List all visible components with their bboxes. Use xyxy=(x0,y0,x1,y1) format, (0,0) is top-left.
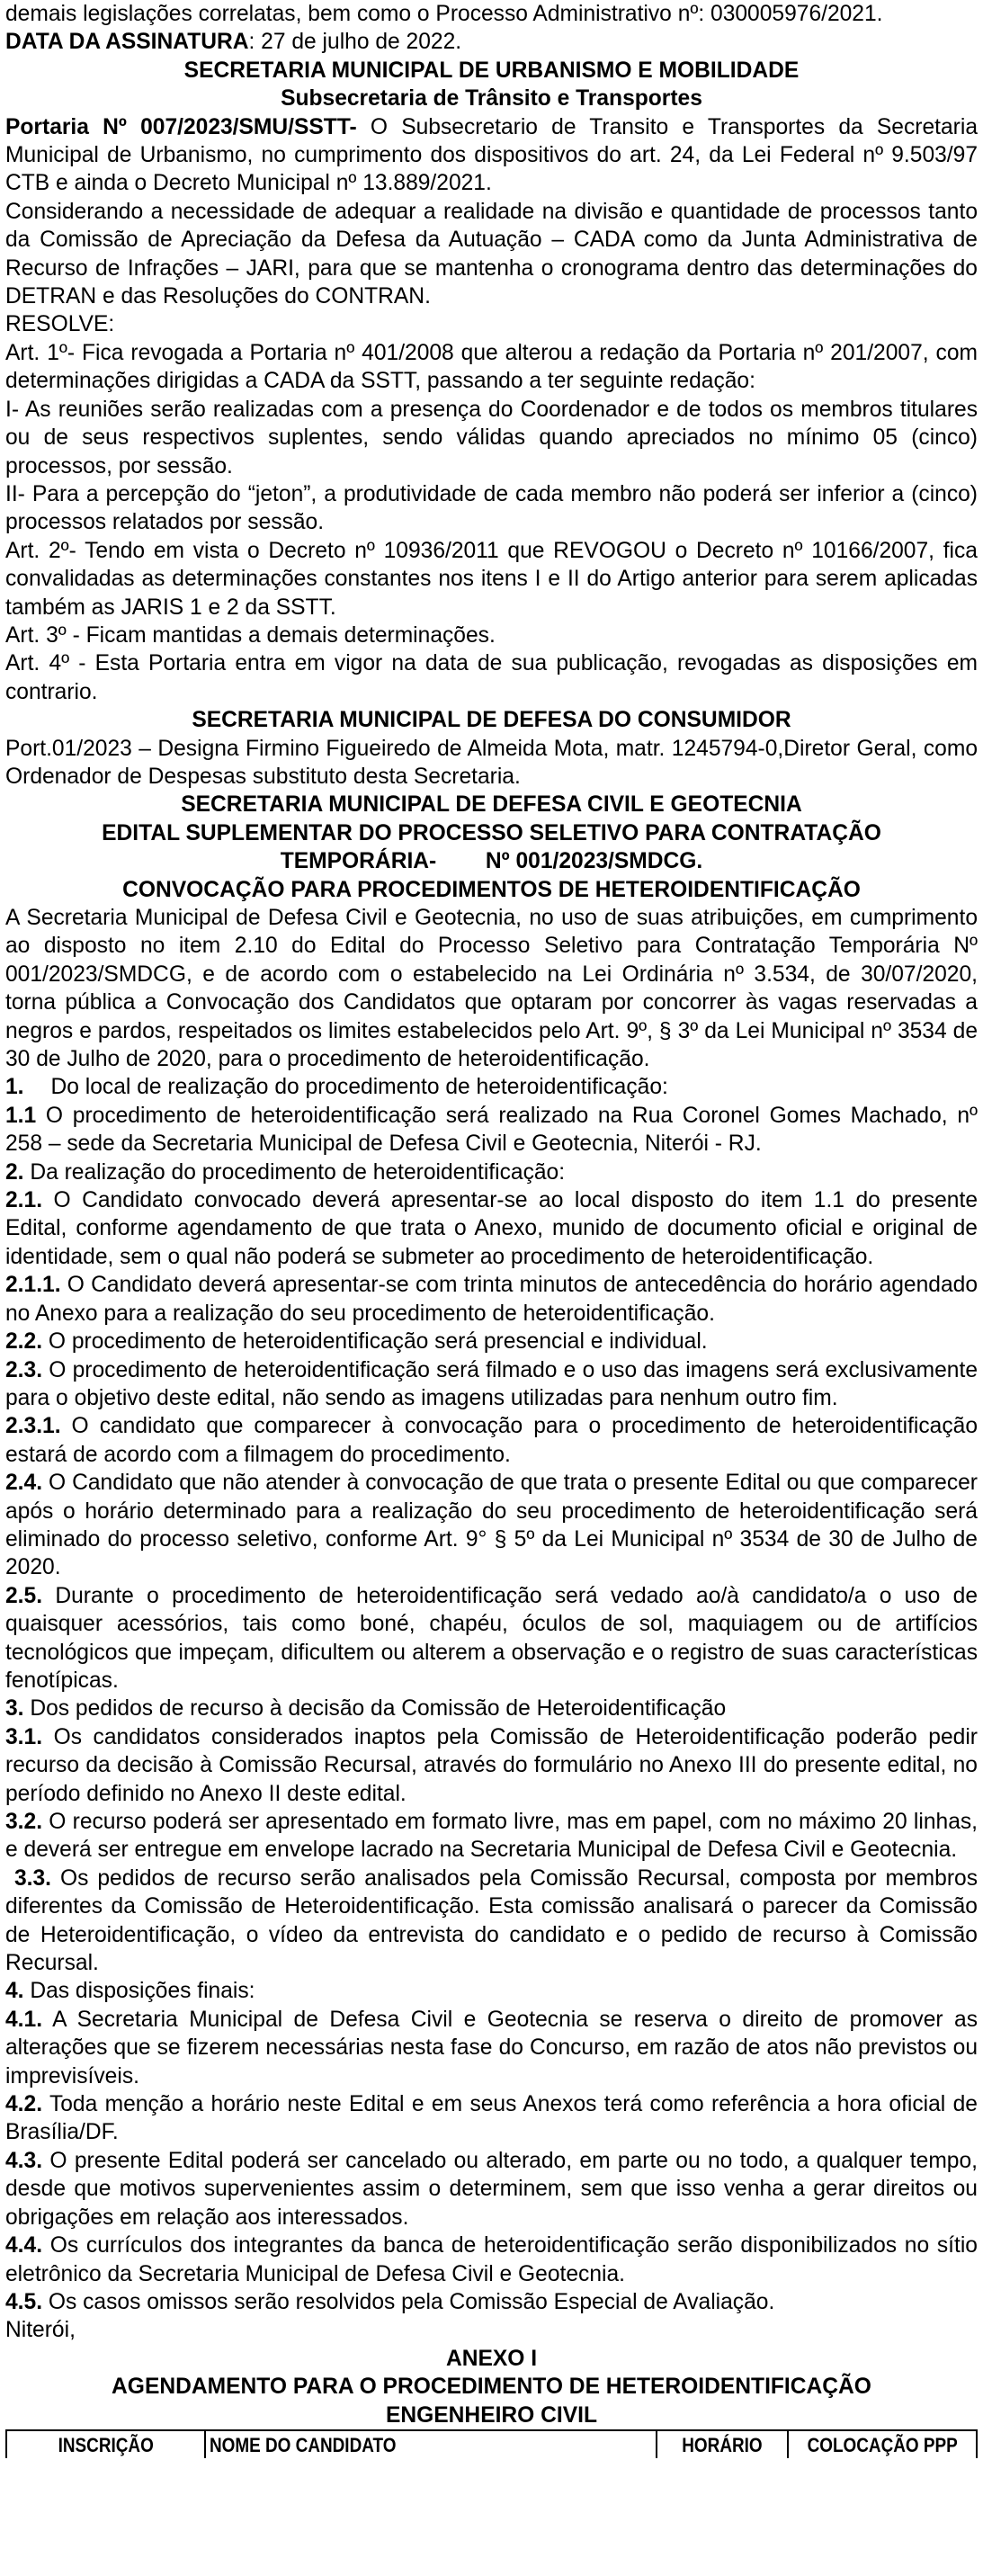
section-1-1-text: O procedimento de heteroidentificação será realizado na Rua Coronel Gomes Machado, nº 258 – sede da Secretaria Municipal de Defesa Civil e Geotecnia, Niterói - RJ. xyxy=(5,1103,978,1157)
paragraph-portaria-007 xyxy=(5,113,978,198)
annex-subtitle: AGENDAMENTO PARA O PROCEDIMENTO DE HETEROIDENTIFICAÇÃO xyxy=(112,2375,871,2400)
section-3-1 xyxy=(5,1723,978,1808)
section-2-number: 2. xyxy=(5,1159,24,1185)
section-1 xyxy=(5,1073,978,1101)
section-2-5-text: Durante o procedimento de heteroidentificação será vedado ao/à candidato/a o uso de quaisquer acessórios, tais como boné, chapéu, óculos de sol, maquiagem ou de artifícios tecnológicos que impeçam, dificultem ou alterem a observação e o registro de suas características fenotípicas. xyxy=(5,1583,978,1693)
paragraph-resolve: RESOLVE: xyxy=(5,312,115,337)
section-2-3 xyxy=(5,1356,978,1413)
section-3-1-text: Os candidatos considerados inaptos pela Comissão de Heteroidentificação poderão pedir recurso da decisão à Comissão Recursal, através do formulário no Anexo III do presente edital, no período definido no Anexo II deste edital. xyxy=(5,1724,978,1806)
annex-title: ANEXO I xyxy=(445,2346,538,2371)
annex-role: ENGENHEIRO CIVIL xyxy=(385,2402,598,2428)
paragraph-inciso-2: II- Para a percepção do “jeton”, a produtividade de cada membro não poderá ser inferior a (cinco) processos relatados por sessão. xyxy=(5,481,978,535)
section-4-number: 4. xyxy=(5,1979,24,2004)
section-2-2-number: 2.2. xyxy=(5,1329,43,1355)
portaria-007-title: Portaria Nº 007/2023/SMU/SSTT- xyxy=(5,114,357,139)
section-2-1-1-number: 2.1.1. xyxy=(5,1273,61,1298)
section-2-2-text: O procedimento de heteroidentificação será presencial e individual. xyxy=(42,1329,708,1355)
signature-date-label: DATA DA ASSINATURA xyxy=(5,30,249,55)
column-header-colocacao xyxy=(788,2430,977,2458)
section-2 xyxy=(5,1158,978,1186)
section-4-3-number: 4.3. xyxy=(5,2148,43,2173)
section-3-2-number: 3.2. xyxy=(5,1810,43,1834)
column-header-horario xyxy=(657,2430,788,2458)
section-1-number: 1. xyxy=(5,1075,24,1100)
section-4-text: Das disposições finais: xyxy=(23,1979,255,2004)
section-3-number: 3. xyxy=(5,1696,24,1722)
closing-place: Niterói, xyxy=(5,2318,76,2343)
section-4-3-text: O presente Edital poderá ser cancelado ou alterado, em parte ou no todo, a qualquer tempo, desde que motivos supervenientes assim o determinem, sem que isso venha a gerar direitos ou obrigações em relação aos interessados. xyxy=(5,2148,978,2230)
paragraph-legislation: demais legislações correlatas, bem como o Processo Administrativo nº: 030005976/2021. xyxy=(5,2,883,26)
section-3-text: Dos pedidos de recurso à decisão da Comissão de Heteroidentificação xyxy=(23,1696,727,1722)
section-4-4-number: 4.4. xyxy=(5,2233,43,2258)
section-2-5 xyxy=(5,1582,978,1695)
section-3-2-text: O recurso poderá ser apresentado em formato livre, mas em papel, com no máximo 20 linhas, e deverá ser entregue em envelope lacrado na Secretaria Municipal de Defesa Civil e Geotecnia. xyxy=(5,1810,978,1863)
section-2-1-number: 2.1. xyxy=(5,1188,43,1213)
signature-date-value: : 27 de julho de 2022. xyxy=(248,30,462,55)
heading-defesa-civil: SECRETARIA MUNICIPAL DE DEFESA CIVIL E GEOTECNIA xyxy=(181,792,802,818)
paragraph-art4: Art. 4º - Esta Portaria entra em vigor na data de sua publicação, revogadas as disposições em contrario. xyxy=(5,651,978,704)
section-4 xyxy=(5,1977,978,2005)
table-header-row xyxy=(6,2430,977,2458)
section-4-5-text: Os casos omissos serão resolvidos pela Comissão Especial de Avaliação. xyxy=(42,2289,775,2314)
column-header-colocacao-label: COLOCAÇÃO PPP xyxy=(807,2433,958,2456)
section-4-2-number: 4.2. xyxy=(5,2092,43,2117)
section-1-text: Do local de realização do procedimento de heteroidentificação: xyxy=(50,1075,668,1100)
paragraph-considerando: Considerando a necessidade de adequar a realidade na divisão e quantidade de processos tanto da Comissão de Apreciação da Defesa da Autuação – CADA como da Junta Administrativa de Recurso de Infrações – JARI, para que se mantenha o cronograma dentro das determinações do DETRAN e das Resoluções do CONTRAN. xyxy=(5,199,978,309)
section-2-text: Da realização do procedimento de heteroidentificação: xyxy=(23,1159,566,1185)
paragraph-art2: Art. 2º- Tendo em vista o Decreto nº 10936/2011 que REVOGOU o Decreto nº 10166/2007, fica convalidadas as determinações constantes nos itens I e II do Artigo anterior para serem aplicadas também as JARIS 1 e 2 da SSTT. xyxy=(5,538,978,620)
section-4-5-number: 4.5. xyxy=(5,2289,43,2314)
column-header-inscricao-label: INSCRIÇÃO xyxy=(58,2433,154,2456)
section-4-5 xyxy=(5,2288,978,2316)
section-4-4 xyxy=(5,2232,978,2288)
column-header-inscricao xyxy=(6,2430,205,2458)
section-3-3-number: 3.3. xyxy=(5,1865,51,1891)
paragraph-art3: Art. 3º - Ficam mantidas a demais determinações. xyxy=(5,622,496,648)
heading-consumidor: SECRETARIA MUNICIPAL DE DEFESA DO CONSUMIDOR xyxy=(192,708,791,733)
section-4-1 xyxy=(5,2006,978,2090)
section-2-3-number: 2.3. xyxy=(5,1357,43,1382)
section-3-3 xyxy=(5,1865,978,1978)
section-2-1 xyxy=(5,1186,978,1271)
column-header-horario-label: HORÁRIO xyxy=(682,2433,763,2456)
column-header-nome xyxy=(205,2430,657,2458)
portaria-007-text: O Subsecretario de Transito e Transportes da Secretaria Municipal de Urbanismo, no cumprimento dos dispositivos do art. 24, da Lei Federal nº 9.503/97 CTB e ainda o Decreto Municipal nº 13.889/2021. xyxy=(5,114,978,196)
heading-edital: EDITAL SUPLEMENTAR DO PROCESSO SELETIVO PARA CONTRATAÇÃO xyxy=(102,820,881,845)
section-2-3-1-text: O candidato que comparecer à convocação para o procedimento de heteroidentificação estará de acordo com a filmagem do procedimento. xyxy=(5,1414,978,1467)
section-4-1-number: 4.1. xyxy=(5,2007,43,2032)
section-2-1-text: O Candidato convocado deverá apresentar-se ao local disposto do item 1.1 do presente Edital, conforme agendamento de que trata o Anexo, munido de documento oficial e original de identidade, sem o qual não poderá se submeter ao procedimento de heteroidentificação. xyxy=(5,1188,978,1269)
section-4-2-text: Toda menção a horário neste Edital e em seus Anexos terá como referência a hora oficial de Brasília/DF. xyxy=(5,2092,978,2145)
section-4-2 xyxy=(5,2090,978,2147)
paragraph-intro: A Secretaria Municipal de Defesa Civil e Geotecnia, no uso de suas atribuições, em cumprimento ao disposto no item 2.10 do Edital do Processo Seletivo para Contratação Temporária Nº 001/2023/SMDCG, e de acordo com o estabelecido na Lei Ordinária nº 3.534, de 30/07/2020, torna pública a Convocação dos Candidatos que optaram por concorrer às vagas reservadas a negros e pardos, respeitados os limites estabelecidos pelo Art. 9º, § 3º da Lei Municipal nº 3534 de 30 de Julho de 2020, para o procedimento de heteroidentificação. xyxy=(5,906,978,1072)
section-2-4-number: 2.4. xyxy=(5,1471,43,1496)
section-2-3-1 xyxy=(5,1412,978,1469)
section-4-1-text: A Secretaria Municipal de Defesa Civil e Geotecnia se reserva o direito de promover as alterações que se fizerem necessárias nesta fase do Concurso, em razão de atos não previstos ou imprevisíveis. xyxy=(5,2007,978,2089)
section-2-4 xyxy=(5,1469,978,1582)
signature-date xyxy=(5,28,978,56)
section-1-1 xyxy=(5,1102,978,1158)
section-2-2 xyxy=(5,1328,978,1355)
section-2-1-1-text: O Candidato deverá apresentar-se com trinta minutos de antecedência do horário agendado no Anexo para a realização do seu procedimento de heteroidentificação. xyxy=(5,1273,978,1326)
section-2-1-1 xyxy=(5,1271,978,1328)
section-1-1-number: 1.1 xyxy=(5,1103,37,1128)
section-3 xyxy=(5,1695,978,1722)
paragraph-port-01: Port.01/2023 – Designa Firmino Figueiredo de Almeida Mota, matr. 1245794-0,Diretor Geral, como Ordenador de Despesas substituto desta Secretaria. xyxy=(5,736,978,789)
heading-temporaria: TEMPORÁRIA- Nº 001/2023/SMDCG. xyxy=(280,849,703,874)
section-2-3-text: O procedimento de heteroidentificação será filmado e o uso das imagens será exclusivamente para o objetivo deste edital, não sendo as imagens utilizadas para nenhum outro fim. xyxy=(5,1357,978,1410)
heading-transito: Subsecretaria de Trânsito e Transportes xyxy=(281,86,702,112)
section-2-5-number: 2.5. xyxy=(5,1583,43,1608)
heading-convocacao: CONVOCAÇÃO PARA PROCEDIMENTOS DE HETEROIDENTIFICAÇÃO xyxy=(122,877,861,902)
section-3-1-number: 3.1. xyxy=(5,1724,43,1749)
section-4-3 xyxy=(5,2147,978,2232)
section-2-4-text: O Candidato que não atender à convocação de que trata o presente Edital ou que comparecer após o horário determinado para a realização do seu procedimento de heteroidentificação será eliminado do processo seletivo, conforme Art. 9° § 5º da Lei Municipal nº 3534 de 30 de Julho de 2020. xyxy=(5,1471,978,1580)
section-4-4-text: Os currículos dos integrantes da banca de heteroidentificação serão disponibilizados no sítio eletrônico da Secretaria Municipal de Defesa Civil e Geotecnia. xyxy=(5,2233,978,2286)
section-2-3-1-number: 2.3.1. xyxy=(5,1414,61,1439)
heading-urbanismo: SECRETARIA MUNICIPAL DE URBANISMO E MOBILIDADE xyxy=(183,58,800,83)
annex-schedule-table xyxy=(5,2429,978,2458)
paragraph-art1: Art. 1º- Fica revogada a Portaria nº 401/2008 que alterou a redação da Portaria nº 201/2007, com determinações dirigidas a CADA da SSTT, passando a ter seguinte redação: xyxy=(5,340,978,394)
section-3-2 xyxy=(5,1808,978,1865)
section-3-3-text: Os pedidos de recurso serão analisados pela Comissão Recursal, composta por membros diferentes da Comissão de Heteroidentificação. Esta comissão analisará o parecer da Comissão de Heteroidentificação, o vídeo da entrevista do candidato e o pedido de recurso à Comissão Recursal. xyxy=(5,1865,979,1976)
column-header-nome-label: NOME DO CANDIDATO xyxy=(210,2433,397,2456)
document-body xyxy=(5,0,978,2458)
paragraph-inciso-1: I- As reuniões serão realizadas com a presença do Coordenador e de todos os membros titulares ou de seus respectivos suplentes, sendo válidas quando apreciados no mínimo 05 (cinco) processos, por sessão. xyxy=(5,397,978,479)
